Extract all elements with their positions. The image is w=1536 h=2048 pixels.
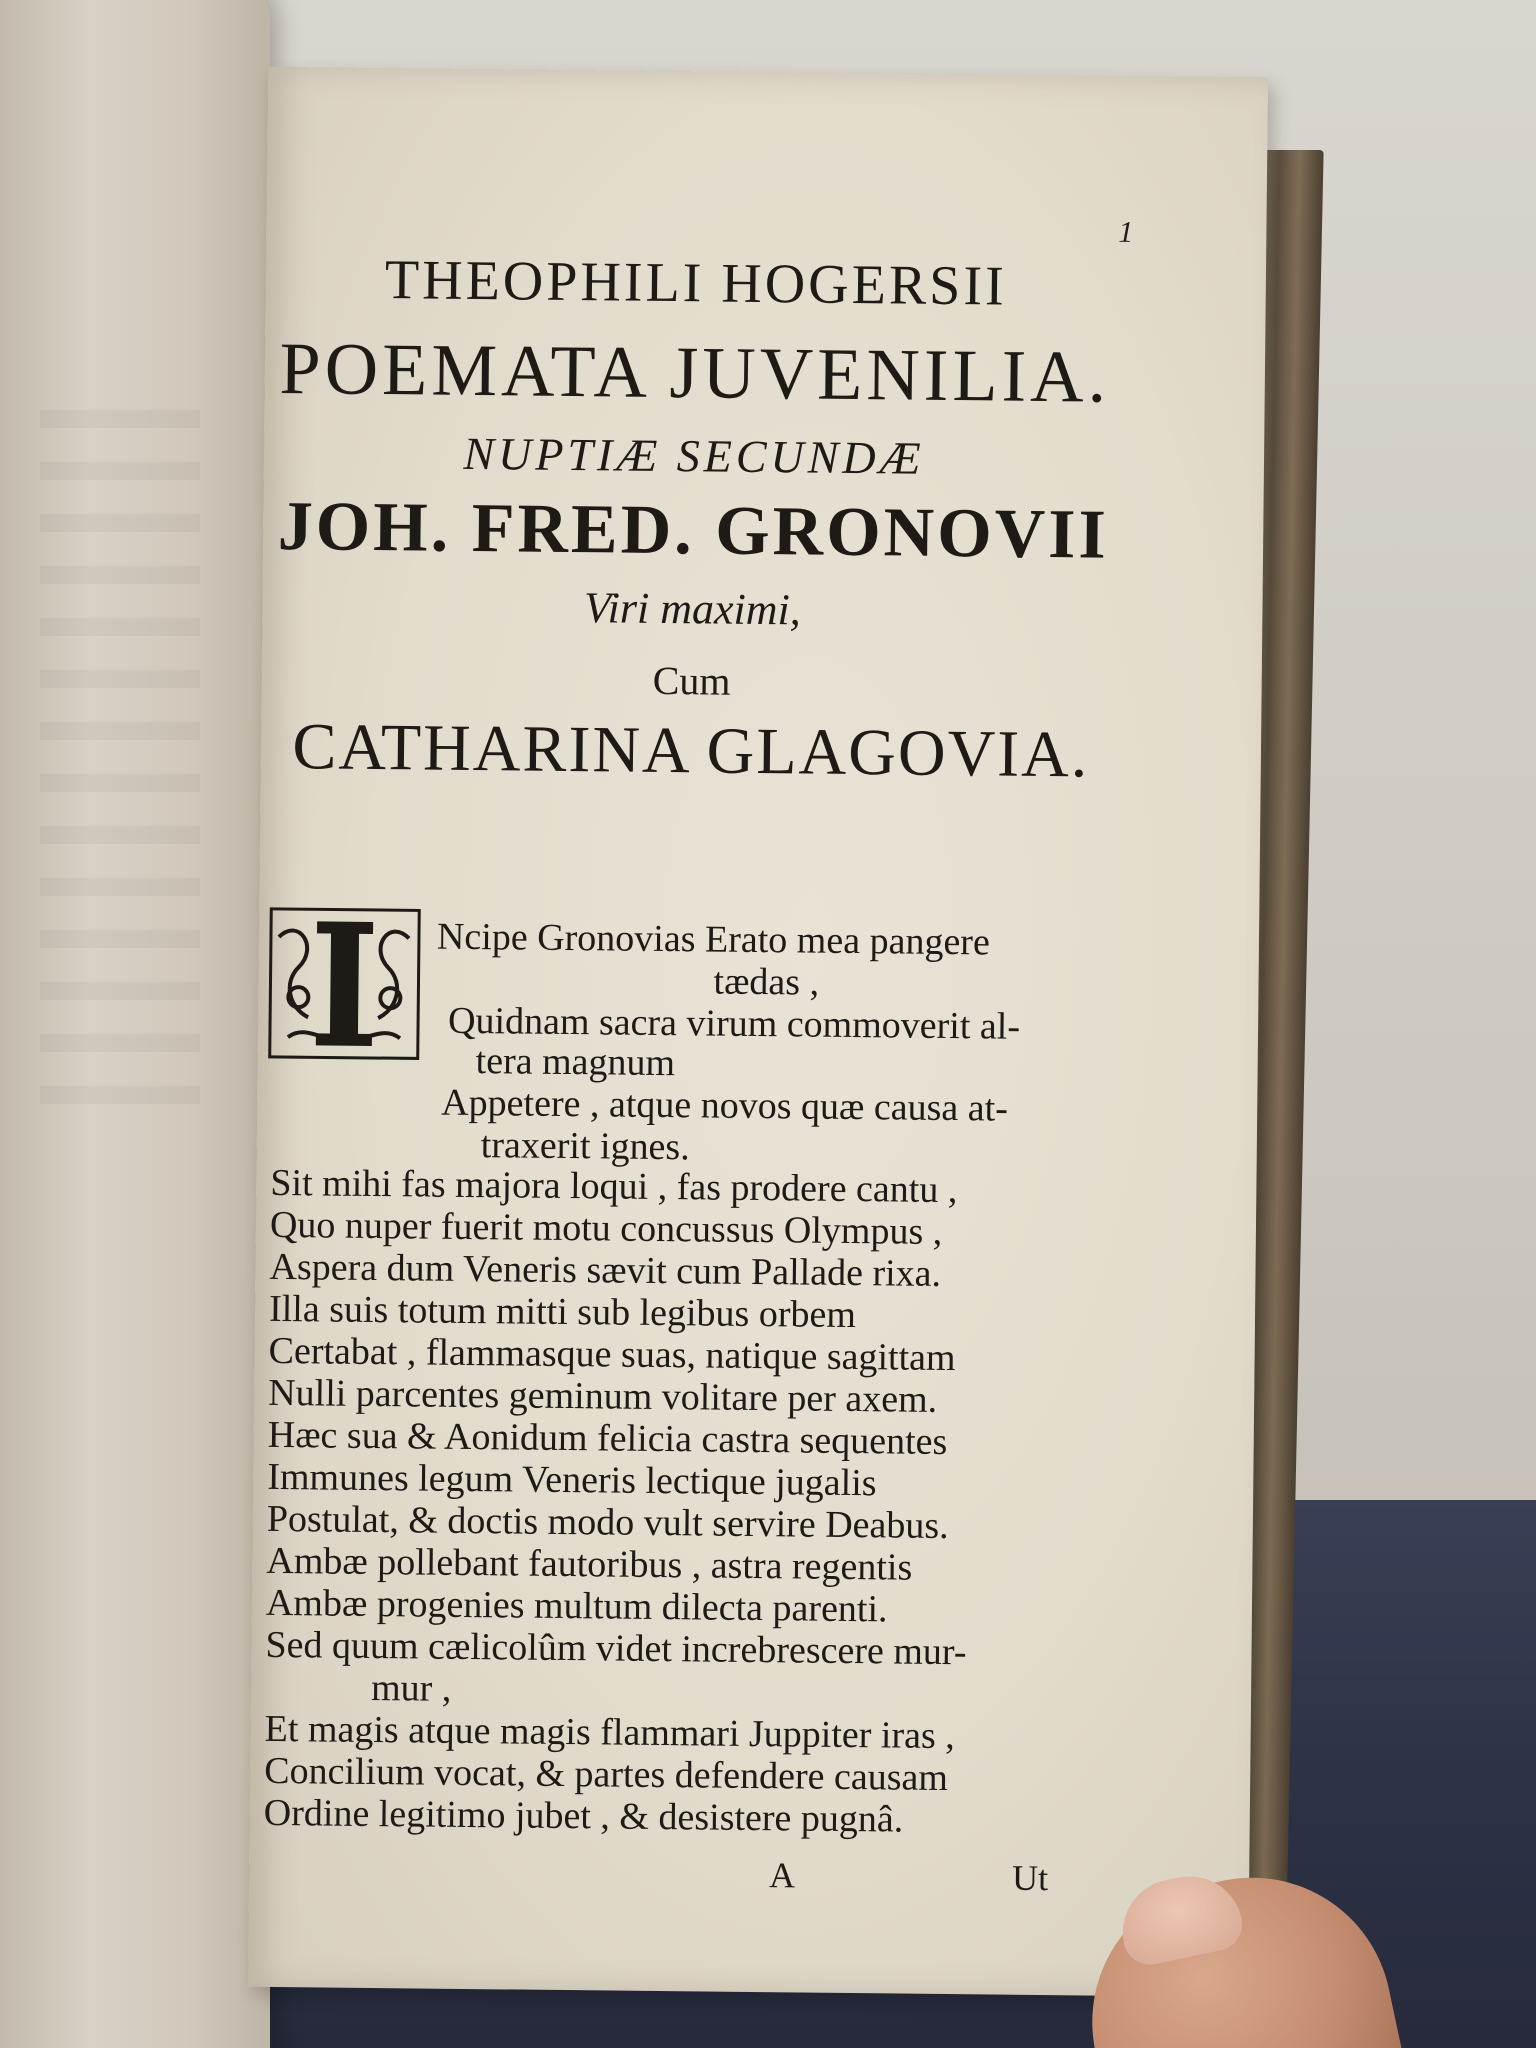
verse-line: Quidnam sacra virum commoverit al- [447,999,1021,1048]
author-line: THEOPHILI HOGERSII [384,249,1008,318]
verse-line: mur , [370,1666,452,1710]
verse-line: Ambæ progenies multum dilecta parenti. [265,1581,888,1631]
verse-line: Sit mihi fas majora loqui , fas prodere cantu , [270,1161,958,1212]
verse-line: tera magnum [475,1040,676,1085]
verse-line: tædas , [713,960,820,1004]
page-text [248,67,1268,1997]
verse-line: Concilium vocat, & partes defendere causam [264,1749,949,1800]
left-page-show-through [40,410,200,1110]
bride-name: CATHARINA GLAGOVIA. [292,710,1090,792]
decorated-initial-i-icon [268,907,422,1061]
verse-line: Postulat, & doctis modo vult servire Deabus. [266,1497,949,1548]
verse-line: Et magis atque magis flammari Juppiter iras , [264,1707,956,1758]
verse-line: Certabat , flammasque suas, natique sagittam [268,1329,956,1380]
verse-line: Nulli parcentes geminum volitare per axem. [267,1371,938,1421]
page-signature-mark: 1 [1118,215,1134,249]
verse-line: Appetere , atque novos quæ causa at- [441,1081,1009,1130]
verse-line: Ncipe Gronovias Erato mea pangere [436,915,991,964]
work-title: POEMATA JUVENILIA. [279,327,1111,419]
right-page [248,67,1268,1997]
printer-signature: A [768,1855,796,1896]
verse-line: Hæc sua & Aonidum felicia castra sequentes [267,1413,948,1464]
verse-line: Sed quum cælicolûm videt increbrescere mur- [265,1623,967,1674]
verse-line: Quo nuper fuerit motu concussus Olympus , [269,1203,943,1253]
verse-line: Ambæ pollebant fautoribus , astra regentis [266,1539,913,1589]
poem-title: NUPTIÆ SECUNDÆ [463,427,925,484]
verse-line: traxerit ignes. [480,1124,690,1169]
conjunction: Cum [652,657,731,704]
verse-line: Illa suis totum mitti sub legibus orbem [268,1287,857,1337]
left-page [0,0,270,2048]
catchword: Ut [1011,1857,1049,1899]
verse-line: Immunes legum Veneris lectique jugalis [267,1455,877,1505]
verse-line: Aspera dum Veneris sævit cum Pallade rixa. [269,1245,942,1295]
groom-epithet: Viri maximi, [583,583,802,635]
verse-line: Ordine legitimo jubet , & desistere pugnâ. [263,1791,904,1841]
groom-name: JOH. FRED. GRONOVII [277,487,1110,574]
